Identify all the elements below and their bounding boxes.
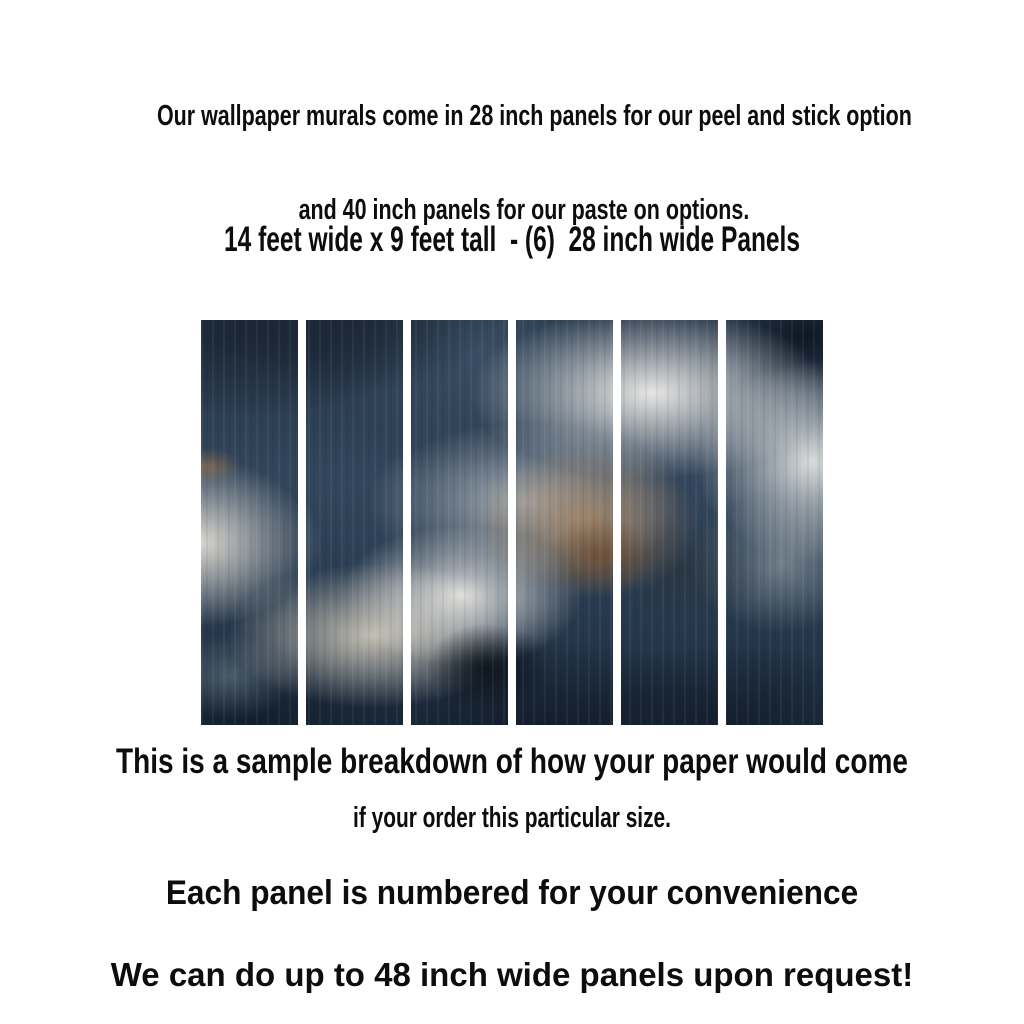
mural-panel-1 (201, 320, 298, 725)
intro-line-1: Our wallpaper murals come in 28 inch panels for our peel and stick option (156, 100, 912, 132)
mural-panel-3 (411, 320, 508, 725)
request-note: We can do up to 48 inch wide panels upon request! (110, 956, 914, 993)
sample-note-line-2: if your order this particular size. (353, 802, 671, 834)
mural-preview (201, 320, 823, 725)
intro-line-2: and 40 inch panels for our paste on options. (298, 194, 750, 226)
mural-panel-2 (306, 320, 403, 725)
mural-panel-5 (621, 320, 718, 725)
sample-note-line-1: This is a sample breakdown of how your paper would come (116, 742, 908, 781)
mural-panel-4 (516, 320, 613, 725)
numbering-note: Each panel is numbered for your convenience (165, 874, 859, 912)
size-heading: 14 feet wide x 9 feet tall - (6) 28 inch wide Panels (224, 220, 800, 259)
mural-panel-6 (726, 320, 823, 725)
